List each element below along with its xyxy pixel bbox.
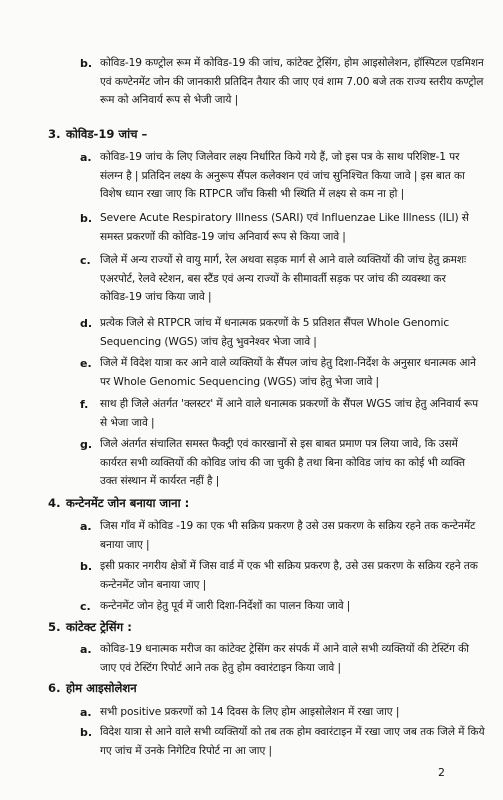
item-text: कोविड-19 कण्ट्रोल रूम में कोविड-19 की जांच, कांटेक्ट ट्रेसिंग, होम आइसोलेशन, हॉस्पिटल एडमिशन एवं कण्टेनमेंट जोन की जानकारी प्रतिदिन तैयार की जाए एवं शाम 7.00 बजे तक राज्य स्तरीय कण्ट्रोल रूम को अनिवार्य रूप से भेजी जाये | xyxy=(100,57,484,106)
section-title: कन्टेनमेंट जोन बनाया जाना : xyxy=(66,496,190,510)
section-title: होम आइसोलेशन xyxy=(66,681,137,695)
item-letter: a. xyxy=(80,151,92,164)
page-number: 2 xyxy=(438,766,445,779)
item-text: जिले में अन्य राज्यों से वायु मार्ग, रेल अथवा सड़क मार्ग से आने वाले व्यक्तियों की जांच हेतु क्रमशः एअरपोर्ट, रेलवे स्टेशन, बस स्टैंड एवं अन्य राज्यों के सीमावर्ती सड़क पर जांच की व्यवस्था कर कोविड-19 जांच किया जावे | xyxy=(100,254,467,303)
section-number: 4. xyxy=(48,496,61,510)
item-text: सभी positive प्रकरणों को 14 दिवस के लिए होम आइसोलेशन में रखा जाए | xyxy=(100,706,400,718)
item-text: कोविड-19 जांच के लिए जिलेवार लक्ष्य निर्धारित किये गये हैं, जो इस पत्र के साथ परिशिष्ट-1 पर संलग्न है | प्रतिदिन लक्ष्य के अनुरूप सैंपल कलेक्शन एवं जांच सुनिश्चित किया जावे | इस बात का विशेष ध्यान रखा जाए कि RTPCR जाँच किसी भी स्थिति में लक्ष्य से कम ना हो | xyxy=(100,151,465,200)
item-letter: a. xyxy=(80,520,92,533)
item-text: जिले अंतर्गत संचालित समस्त फैक्ट्री एवं कारखानों से इस बाबत प्रमाण पत्र लिया जावे, कि उसमें कार्यरत सभी व्यक्तियों की कोविड जांच की जा चुकी है तथा बिना कोविड जांच का कोई भी व्यक्ति उक्त संस्थान में कार्यरत नहीं है | xyxy=(100,438,465,487)
item-letter: f. xyxy=(80,398,89,411)
item-text: साथ ही जिले अंतर्गत 'क्लस्टर' में आने वाले धनात्मक प्रकरणों के सैंपल WGS जांच हेतु अनिवार्य रूप से भेजा जावे | xyxy=(100,398,479,429)
item-letter: e. xyxy=(80,357,92,370)
item-letter: b. xyxy=(80,726,93,739)
item-text: प्रत्येक जिले से RTPCR जांच में धनात्मक प्रकरणों के 5 प्रतिशत सैंपल Whole Genomic Sequencing (WGS) जांच हेतु भुवनेश्वर भेजा जावे | xyxy=(100,317,450,348)
item-text: जिस गाँव में कोविड -19 का एक भी सक्रिय प्रकरण है उसे उस प्रकरण के सक्रिय रहने तक कन्टेनमेंट बनाया जाए | xyxy=(100,520,476,551)
item-letter: d. xyxy=(80,317,93,330)
item-text: कोविड-19 धनात्मक मरीज का कांटेक्ट ट्रेसिंग कर संपर्क में आने वाले सभी व्यक्तियों की टेस्टिंग की जाए एवं टेस्टिंग रिपोर्ट आने तक हेतु होम क्वारंटाइन किया जावे | xyxy=(100,643,469,674)
item-letter: c. xyxy=(80,254,91,267)
section-title: कांटेक्ट ट्रेसिंग : xyxy=(66,620,132,634)
item-letter: b. xyxy=(80,212,93,225)
item-text: विदेश यात्रा से आने वाले सभी व्यक्तियों को तब तक होम क्वारंटाइन में रखा जाए जब तक जिले में किये गए जांच में उनके निगेटिव रिपोर्ट ना आ जाए | xyxy=(100,726,485,757)
item-letter: b. xyxy=(80,560,93,573)
item-text: Severe Acute Respiratory Illness (SARI) एवं Influenzae Like Illness (ILI) से समस्त प्रकरणों की कोविड-19 जांच अनिवार्य रूप से किया जावे | xyxy=(100,212,469,243)
section-number: 3. xyxy=(48,127,61,141)
section-number: 5. xyxy=(48,620,61,634)
item-letter: a. xyxy=(80,643,92,656)
item-text: जिले में विदेश यात्रा कर आने वाले व्यक्तियों के सैंपल जांच हेतु दिशा-निर्देश के अनुसार धनात्मक आने पर Whole Genomic Sequencing (WGS) जांच हेतु भेजा जावे | xyxy=(100,357,476,388)
item-text: कन्टेनमेंट जोन हेतु पूर्व में जारी दिशा-निर्देशों का पालन किया जावे | xyxy=(100,600,351,612)
item-letter: c. xyxy=(80,600,91,613)
item-letter: a. xyxy=(80,706,92,719)
section-number: 6. xyxy=(48,681,61,695)
item-text: इसी प्रकार नगरीय क्षेत्रों में जिस वार्ड में एक भी सक्रिय प्रकरण है, उसे उस प्रकरण के सक्रिय रहने तक कन्टेनमेंट जोन बनाया जाए | xyxy=(100,560,478,591)
section-title: कोविड-19 जांच – xyxy=(66,127,148,141)
item-letter: g. xyxy=(80,438,93,451)
item-letter: b. xyxy=(80,57,93,70)
